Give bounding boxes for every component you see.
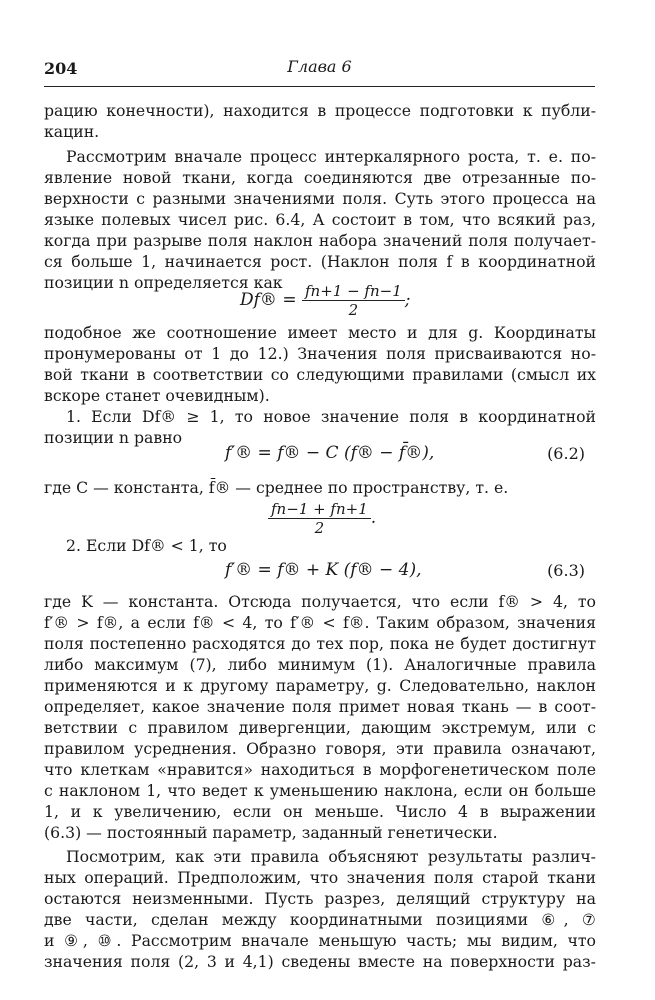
text-line: где K — константа. Отсюда получается, что если f® > 4, то bbox=[44, 592, 596, 611]
text-line: f′® > f®, а если f® < 4, то f′® < f®. Таким образом, значения bbox=[44, 613, 596, 632]
text-line: языке полевых чисел рис. 6.4, А состоит в том, что всякий раз, bbox=[44, 210, 596, 229]
text-line: пронумерованы от 1 до 12.) Значения поля присваиваются но- bbox=[44, 344, 596, 363]
text-line: подобное же соотношение имеет место и для g. Координаты bbox=[44, 323, 596, 342]
equation-slope bbox=[240, 282, 410, 319]
fraction-denominator: 2 bbox=[314, 519, 325, 537]
header-rule bbox=[44, 86, 595, 87]
equation-6-2: f′® = f® − C (f® − f̄®), bbox=[225, 443, 435, 463]
text-line: что клеткам «нравится» находиться в морфогенетическом поле bbox=[44, 760, 596, 779]
fraction-numerator: fn−1 + fn+1 bbox=[268, 500, 371, 519]
text-line: позиции n определяется как bbox=[44, 273, 283, 292]
text-line: определяет, какое значение поля примет новая ткань — в соот- bbox=[44, 697, 596, 716]
fraction-denominator: 2 bbox=[348, 301, 359, 319]
running-header bbox=[44, 57, 595, 81]
text-line: вой ткани в соответствии со следующими правилами (смысл их bbox=[44, 365, 596, 384]
text-line: где C — константа, f̄® — среднее по пространству, т. е. bbox=[44, 478, 509, 497]
text-line: 1, и к увеличению, если он меньше. Число 4 в выражении bbox=[44, 802, 596, 821]
equation-tail: ; bbox=[404, 290, 411, 310]
equation-number: (6.3) bbox=[547, 561, 585, 580]
text-line: Рассмотрим вначале процесс интеркалярного роста, т. е. по- bbox=[66, 147, 596, 166]
text-line: значения поля (2, 3 и 4,1) сведены вместе на поверхности раз- bbox=[44, 952, 596, 971]
text-line: 1. Если Df® ≥ 1, то новое значение поля в координатной bbox=[66, 407, 596, 426]
text-line: позиции n равно bbox=[44, 428, 183, 447]
text-line: когда при разрыве поля наклон набора значений поля получает- bbox=[44, 231, 596, 250]
equation-lhs: Df® = bbox=[240, 290, 297, 310]
equation-6-3: f′® = f® + K (f® − 4), bbox=[225, 560, 422, 580]
text-line: Посмотрим, как эти правила объясняют результаты различ- bbox=[66, 847, 596, 866]
text-line: две части, сделан между координатными позициями ⑥, ⑦ bbox=[44, 910, 596, 929]
text-line: (6.3) — постоянный параметр, заданный генетически. bbox=[44, 823, 498, 842]
equation-tail: . bbox=[370, 508, 377, 528]
fraction-numerator: fn+1 − fn−1 bbox=[302, 282, 405, 301]
text-line: 2. Если Df® < 1, то bbox=[66, 536, 227, 555]
text-line: вскоре станет очевидным). bbox=[44, 386, 270, 405]
text-line: кацин. bbox=[44, 122, 100, 141]
text-line: правилом усреднения. Образно говоря, эти правила означают, bbox=[44, 739, 596, 758]
text-line: рацию конечности), находится в процессе подготовки к публи- bbox=[44, 101, 596, 120]
text-line: ных операций. Предположим, что значения поля старой ткани bbox=[44, 868, 596, 887]
text-line: с наклоном 1, что ведет к уменьшению наклона, если он больше bbox=[44, 781, 596, 800]
fraction bbox=[302, 282, 405, 319]
text-line: либо максимум (7), либо минимум (1). Аналогичные правила bbox=[44, 655, 596, 674]
fraction bbox=[268, 500, 371, 537]
text-line: ся больше 1, начинается рост. (Наклон поля f в координатной bbox=[44, 252, 596, 271]
text-line: и ⑨, ⑩. Рассмотрим вначале меньшую часть; мы видим, что bbox=[44, 931, 596, 950]
equation-mean bbox=[268, 500, 376, 537]
text-line: явление новой ткани, когда соединяются две отрезанные по- bbox=[44, 168, 596, 187]
text-line: применяются и к другому параметру, g. Следовательно, наклон bbox=[44, 676, 596, 695]
text-line: остаются неизменными. Пусть разрез, делящий структуру на bbox=[44, 889, 596, 908]
text-line: поля постепенно расходятся до тех пор, пока не будет достигнут bbox=[44, 634, 596, 653]
text-line: ветствии с правилом дивергенции, дающим экстремум, или с bbox=[44, 718, 596, 737]
text-line: верхности с разными значениями поля. Суть этого процесса на bbox=[44, 189, 596, 208]
chapter-title: Глава 6 bbox=[287, 57, 352, 76]
equation-number: (6.2) bbox=[547, 444, 585, 463]
page-number: 204 bbox=[44, 59, 78, 78]
